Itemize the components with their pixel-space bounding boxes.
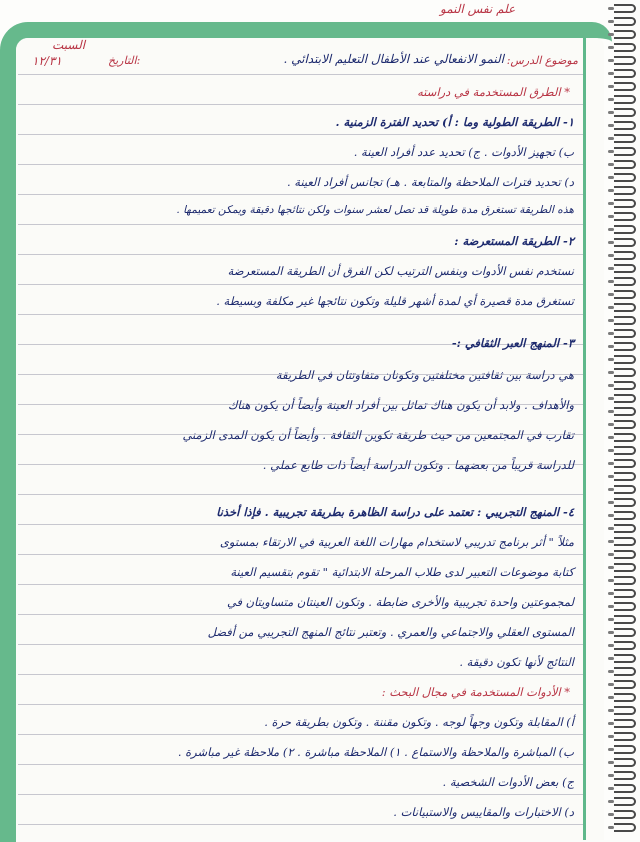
rule-line — [18, 584, 583, 585]
spiral-ring — [614, 121, 636, 130]
spiral-ring — [614, 745, 636, 754]
spiral-ring — [614, 706, 636, 715]
rule-line — [18, 494, 583, 495]
spiral-ring — [614, 719, 636, 728]
rule-line — [18, 824, 583, 825]
text-line: هذه الطريقة تستغرق مدة طويلة قد تصل لعشر سنوات ولكن نتائجها دقيقة ويمكن تعميمها . — [176, 204, 574, 216]
rule-line — [18, 254, 583, 255]
spiral-ring — [614, 485, 636, 494]
spiral-ring — [614, 381, 636, 390]
section-heading-experimental: ٤- المنهج التجريبي : تعتمد على دراسة الظاهرة بطريقة تجريبية . فإذا أخذنا — [216, 505, 574, 519]
rule-line — [18, 524, 583, 525]
spiral-ring — [614, 199, 636, 208]
spiral-ring — [614, 173, 636, 182]
text-line: كتابة موضوعات التعبير لدى طلاب المرحلة الابتدائية " تقوم بتقسيم العينة — [230, 565, 574, 579]
rule-line — [18, 734, 583, 735]
rule-line — [18, 194, 583, 195]
spiral-ring — [614, 771, 636, 780]
spiral-ring — [614, 134, 636, 143]
spiral-ring — [614, 56, 636, 65]
spiral-ring — [614, 251, 636, 260]
spiral-ring — [614, 225, 636, 234]
spiral-ring — [614, 550, 636, 559]
rule-line — [18, 314, 583, 315]
spiral-ring — [614, 264, 636, 273]
spiral-ring — [614, 810, 636, 819]
spiral-ring — [614, 212, 636, 221]
date-value: ١٢/٣١ — [32, 54, 62, 68]
text-line: ج) بعض الأدوات الشخصية . — [442, 775, 574, 789]
text-line: لمجموعتين واحدة تجريبية والأخرى ضابطة . وتكون العينتان متساويتان في — [226, 595, 574, 609]
spiral-ring — [614, 446, 636, 455]
spiral-ring — [614, 329, 636, 338]
text-line: النتائج لأنها تكون دقيقة . — [459, 655, 574, 669]
spiral-ring — [614, 563, 636, 572]
spiral-ring — [614, 641, 636, 650]
spiral-ring — [614, 316, 636, 325]
spiral-ring — [614, 524, 636, 533]
spiral-ring — [614, 355, 636, 364]
spiral-ring — [614, 368, 636, 377]
rule-line — [18, 74, 583, 75]
date-label: التاريخ: — [108, 54, 141, 67]
spiral-ring — [614, 95, 636, 104]
spiral-ring — [614, 615, 636, 624]
rule-line — [18, 644, 583, 645]
rule-line — [18, 674, 583, 675]
section-heading-tools: * الأدوات المستخدمة في مجال البحث : — [381, 685, 570, 699]
text-line: تستغرق مدة قصيرة أي لمدة أشهر قليلة وتكون نتائجها غير مكلفة وبسيطة . — [216, 294, 574, 308]
rule-line — [18, 554, 583, 555]
topic-label: موضوع الدرس: — [506, 54, 578, 67]
spiral-ring — [614, 186, 636, 195]
rule-line — [18, 284, 583, 285]
spiral-ring — [614, 238, 636, 247]
spiral-ring — [614, 472, 636, 481]
rule-line — [18, 614, 583, 615]
text-line: د) تحديد فترات الملاحظة والمتابعة . هـ) تجانس أفراد العينة . — [286, 175, 574, 189]
spiral-ring — [614, 654, 636, 663]
spiral-ring — [614, 433, 636, 442]
spiral-ring — [614, 680, 636, 689]
rule-line — [18, 164, 583, 165]
section-heading-methods: * الطرق المستخدمة في دراسته — [417, 85, 570, 99]
rule-line — [18, 134, 583, 135]
margin-line — [583, 38, 586, 840]
spiral-ring — [614, 4, 636, 13]
text-line: نستخدم نفس الأدوات وبنفس الترتيب لكن الفرق أن الطريقة المستعرضة — [227, 264, 574, 278]
date-day: السبت — [52, 38, 86, 52]
text-line: د) الاختبارات والمقاييس والاستبيانات . — [393, 805, 574, 819]
text-line: والأهداف . ولابد أن يكون هناك تماثل بين أفراد العينة وأيضاً أن يكون هناك — [227, 398, 574, 412]
spiral-ring — [614, 69, 636, 78]
spiral-ring — [614, 342, 636, 351]
text-line: ب) المباشرة والملاحظة والاستماع . ١) الملاحظة مباشرة . ٢) ملاحظة غير مباشرة . — [177, 745, 574, 759]
spiral-ring — [614, 420, 636, 429]
spiral-ring — [614, 30, 636, 39]
section-heading-crosscultural: ٣- المنهج العبر الثقافي :- — [451, 336, 574, 350]
spiral-ring — [614, 303, 636, 312]
header — [24, 40, 582, 74]
spiral-ring — [614, 537, 636, 546]
spiral-ring — [614, 784, 636, 793]
spiral-ring — [614, 589, 636, 598]
text-line: ب) تجهيز الأدوات . ج) تحديد عدد أفراد العينة . — [353, 145, 574, 159]
spiral-ring — [614, 43, 636, 52]
spiral-ring — [614, 823, 636, 832]
spiral-ring — [614, 160, 636, 169]
spiral-ring — [614, 147, 636, 156]
rule-line — [18, 224, 583, 225]
spiral-ring — [614, 277, 636, 286]
spiral-ring — [614, 394, 636, 403]
topic-value: النمو الانفعالي عند الأطفال التعليم الابتدائي . — [283, 52, 504, 66]
spiral-ring — [614, 290, 636, 299]
spiral-ring — [614, 667, 636, 676]
text-line: ٢- الطريقة المستعرضة : — [454, 234, 574, 248]
spiral-ring — [614, 758, 636, 767]
spiral-ring — [614, 628, 636, 637]
rule-line — [18, 794, 583, 795]
spiral-ring — [614, 17, 636, 26]
text-line: ١- الطريقة الطولية وما : أ) تحديد الفترة الزمنية . — [335, 115, 574, 129]
text-line: تقارب في المجتمعين من حيث طريقة تكوين الثقافة . وأيضاً أن يكون المدى الزمني — [182, 428, 574, 442]
top-note: علم نفس النمو — [440, 2, 516, 16]
spiral-ring — [614, 511, 636, 520]
text-line: هي دراسة بين ثقافتين مختلفتين وتكونان متفاوتتان في الطريقة — [275, 368, 574, 382]
spiral-ring — [614, 602, 636, 611]
spiral-ring — [614, 732, 636, 741]
spiral-ring — [614, 459, 636, 468]
spiral-ring — [614, 797, 636, 806]
spiral-ring — [614, 576, 636, 585]
spiral-ring — [614, 498, 636, 507]
spiral-ring — [614, 108, 636, 117]
text-line: للدراسة قريباً من بعضهما . وتكون الدراسة أيضاً ذات طابع عملي . — [262, 458, 574, 472]
spiral-ring — [614, 693, 636, 702]
rule-line — [18, 704, 583, 705]
rule-line — [18, 104, 583, 105]
text-line: أ) المقابلة وتكون وجهاً لوجه . وتكون مقننة . وتكون بطريقة حرة . — [264, 715, 574, 729]
spiral-ring — [614, 82, 636, 91]
spiral-ring — [614, 407, 636, 416]
text-line: مثلاً " أثر برنامج تدريبي لاستخدام مهارات اللغة العربية في الارتقاء بمستوى — [219, 535, 574, 549]
text-line: المستوى العقلي والاجتماعي والعمري . وتعتبر نتائج المنهج التجريبي من أفضل — [207, 625, 574, 639]
spiral-binding — [610, 0, 640, 840]
rule-line — [18, 764, 583, 765]
